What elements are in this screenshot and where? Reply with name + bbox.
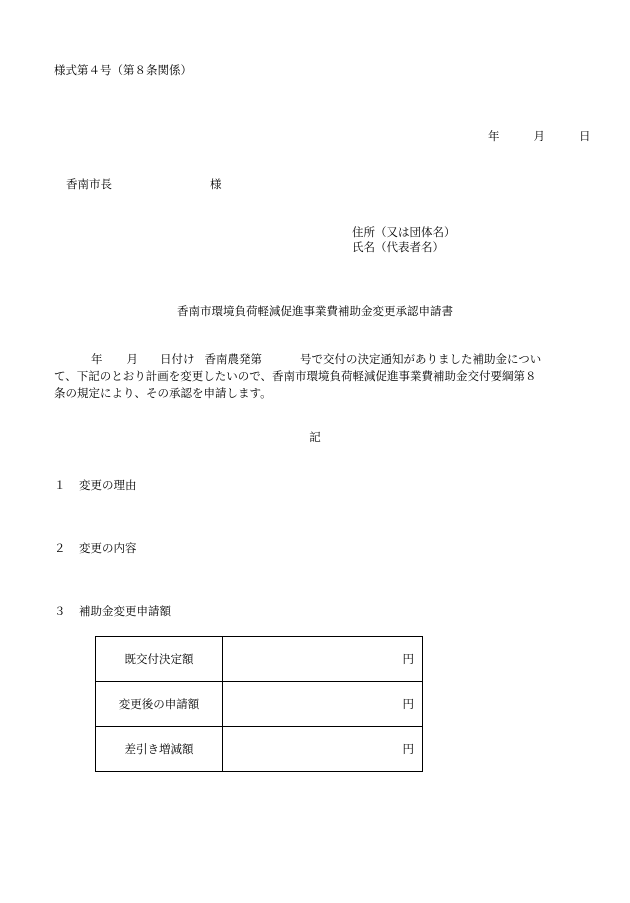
table-row <box>96 682 423 727</box>
body-line-1-rest: 号で交付の決定通知がありました補助金につい <box>300 352 542 366</box>
form-number: 様式第４号（第８条関係） <box>54 63 192 77</box>
row-label-already-decided: 既交付決定額 <box>96 637 223 682</box>
section-label: 変更の内容 <box>79 541 137 555</box>
body-year: 年 <box>91 352 103 366</box>
section-change-amount <box>54 606 171 618</box>
section-number: １ <box>54 478 66 492</box>
table-row <box>96 727 423 772</box>
section-number: ３ <box>54 604 66 618</box>
amount-table <box>95 636 423 772</box>
section-label: 補助金変更申請額 <box>79 604 171 618</box>
body-line-3: 条の規定により、その承認を申請します。 <box>54 386 272 400</box>
recipient-honorific: 様 <box>210 177 222 191</box>
section-label: 変更の理由 <box>79 478 137 492</box>
table-row <box>96 637 423 682</box>
amount-field-already-decided[interactable] <box>223 637 423 682</box>
body-line-2: て、下記のとおり計画を変更したいので、香南市環境負荷軽減促進事業費補助金交付要綱第８ <box>54 369 537 383</box>
date-month: 月 <box>533 129 545 143</box>
section-change-reason <box>54 480 137 492</box>
applicant-name-label: 氏名（代表者名） <box>352 240 444 254</box>
yen-unit: 円 <box>402 697 414 711</box>
section-change-content <box>54 543 137 555</box>
applicant-address-label: 住所（又は団体名） <box>352 225 456 239</box>
yen-unit: 円 <box>402 652 414 666</box>
amount-field-after-change[interactable] <box>223 682 423 727</box>
body-line-1 <box>54 351 579 368</box>
body-paragraph <box>54 351 579 402</box>
row-label-after-change: 変更後の申請額 <box>96 682 223 727</box>
section-number: ２ <box>54 541 66 555</box>
yen-unit: 円 <box>402 742 414 756</box>
recipient-name: 香南市長 <box>66 177 112 191</box>
body-issuer: 香南農発第 <box>204 352 262 366</box>
recipient <box>66 179 222 191</box>
body-date-suffix: 日付け <box>160 352 195 366</box>
row-label-difference: 差引き増減額 <box>96 727 223 772</box>
date-year: 年 <box>488 129 500 143</box>
document-title: 香南市環境負荷軽減促進事業費補助金変更承認申請書 <box>177 304 453 318</box>
body-month: 月 <box>126 352 138 366</box>
ki-heading: 記 <box>309 430 321 444</box>
date-day: 日 <box>579 129 591 143</box>
amount-field-difference[interactable] <box>223 727 423 772</box>
submission-date <box>488 131 591 143</box>
